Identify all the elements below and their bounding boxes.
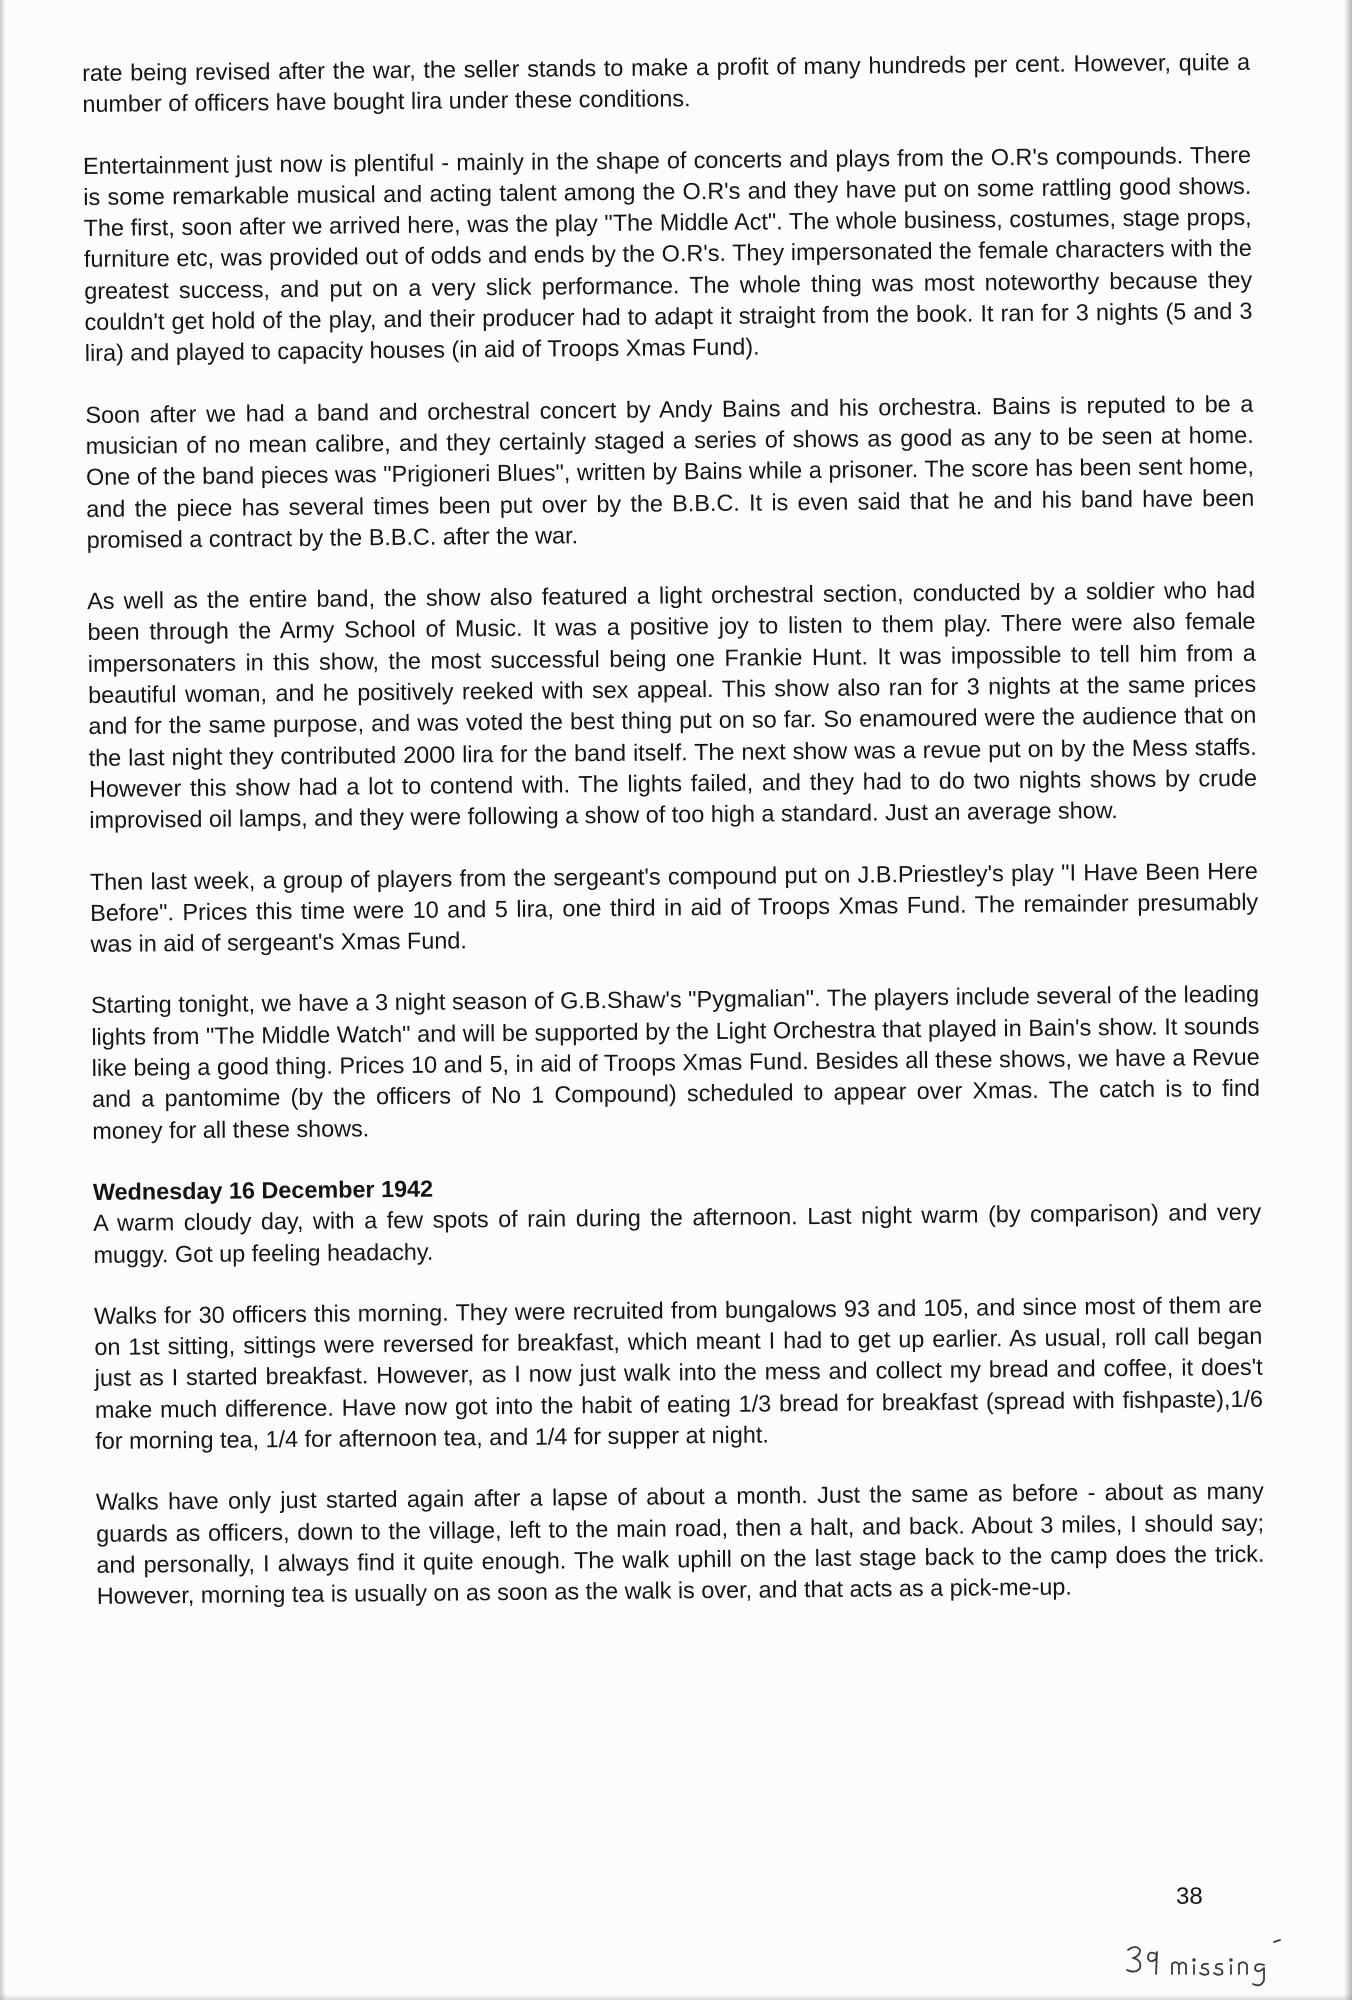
- scan-bottom-edge: [0, 1994, 1352, 2000]
- paragraph-light-orchestra: As well as the entire band, the show also featured a light orchestral section, conducted by a soldier who had been through the Army School of Music. It was a positive joy to listen to them play. There were also female impersonaters in this show, the most successful being one Frankie Hunt. It was impossible to tell him from a beautiful woman, and he positively reeked with sex appeal. This show also ran for 3 nights at the same prices and for the same purpose, and was voted the best thing put on so far. So enamoured were the audience that on the last night they contributed 2000 lira for the band itself. The next show was a revue put on by the Mess staffs. However this show had a lot to contend with. The lights failed, and they had to do two nights shows by crude improvised oil lamps, and they were following a show of too high a standard. Just an average show.: [87, 576, 1258, 834]
- page-number: 38: [1176, 1883, 1203, 1910]
- paragraph-walks-restarted: Walks have only just started again after a lapse of about a month. Just the same as before - about as many guards as officers, down to the village, left to the main road, then a halt, and back. About 3 miles, I should say; and personally, I always find it quite enough. The walk uphill on the last stage back to the camp does the trick. However, morning tea is usually on as soon as the walk is over, and that acts as a pick-me-up.: [95, 1478, 1265, 1610]
- paragraph-lira-profit: rate being revised after the war, the seller stands to make a profit of many hundreds per cent. However, quite a number of officers have bought lira under these conditions.: [82, 48, 1251, 118]
- paragraph-andy-bains: Soon after we had a band and orchestral concert by Andy Bains and his orchestra. Bains is reputed to be a musician of no mean calibre, and they certainly staged a series of shows as good as any to be seen at home. One of the band pieces was "Prigioneri Blues", written by Bains while a prisoner. The score has been sent home, and the piece has several times been put over by the B.B.C. It is even said that he and his band have been promised a contract by the B.B.C. after the war.: [85, 390, 1255, 553]
- page-text: [82, 47, 1265, 1613]
- paragraph-priestley-play: Then last week, a group of players from the sergeant's compound put on J.B.Priestley's play "I Have Been Here Before". Prices this time were 10 and 5 lira, one third in aid of Troops Xmas Fund. The remainder presumably was in aid of sergeant's Xmas Fund.: [89, 857, 1259, 958]
- paragraph-pygmalian: Starting tonight, we have a 3 night season of G.B.Shaw's "Pygmalian". The players include several of the leading lights from "The Middle Watch" and will be supported by the Light Orchestra that played in Bain's show. It sounds like being a good thing. Prices 10 and 5, in aid of Troops Xmas Fund. Besides all these shows, we have a Revue and a pantomime (by the officers of No 1 Compound) scheduled to appear over Xmas. The catch is to find money for all these shows.: [90, 981, 1261, 1144]
- paragraph-walks-officers: Walks for 30 officers this morning. They were recruited from bungalows 93 and 105, and since most of them are on 1st sitting, sittings were reversed for breakfast, which meant I had to get up earlier. As usual, roll call began just as I started breakfast. However, as I now just walk into the mess and collect my bread and coffee, it does't make much difference. Have now got into the habit of eating 1/3 bread for breakfast (spread with fishpaste),1/6 for morning tea, 1/4 for afternoon tea, and 1/4 for supper at night.: [93, 1291, 1264, 1454]
- paragraph-entertainment: Entertainment just now is plentiful - mainly in the shape of concerts and plays from the O.R's compounds. There is some remarkable musical and acting talent among the O.R's and they have put on some rattling good shows. The first, soon after we arrived here, was the play "The Middle Act". The whole business, costumes, stage props, furniture etc, was provided out of odds and ends by the O.R's. They impersonated the female characters with the greatest success, and put on a very slick performance. The whole thing was most noteworthy because they couldn't get hold of the play, and their producer had to adapt it straight from the book. It ran for 3 nights (5 and 3 lira) and played to capacity houses (in aid of Troops Xmas Fund).: [82, 141, 1253, 367]
- diary-date-heading: Wednesday 16 December 1942: [92, 1175, 434, 1205]
- left-edge-shadow: [0, 0, 6, 2000]
- right-edge-shadow: [1344, 0, 1352, 2000]
- paragraph-weather: A warm cloudy day, with a few spots of rain during the afternoon. Last night warm (by comparison) and very muggy. Got up feeling headachy.: [93, 1198, 1262, 1268]
- handwritten-note: [1124, 1938, 1304, 1994]
